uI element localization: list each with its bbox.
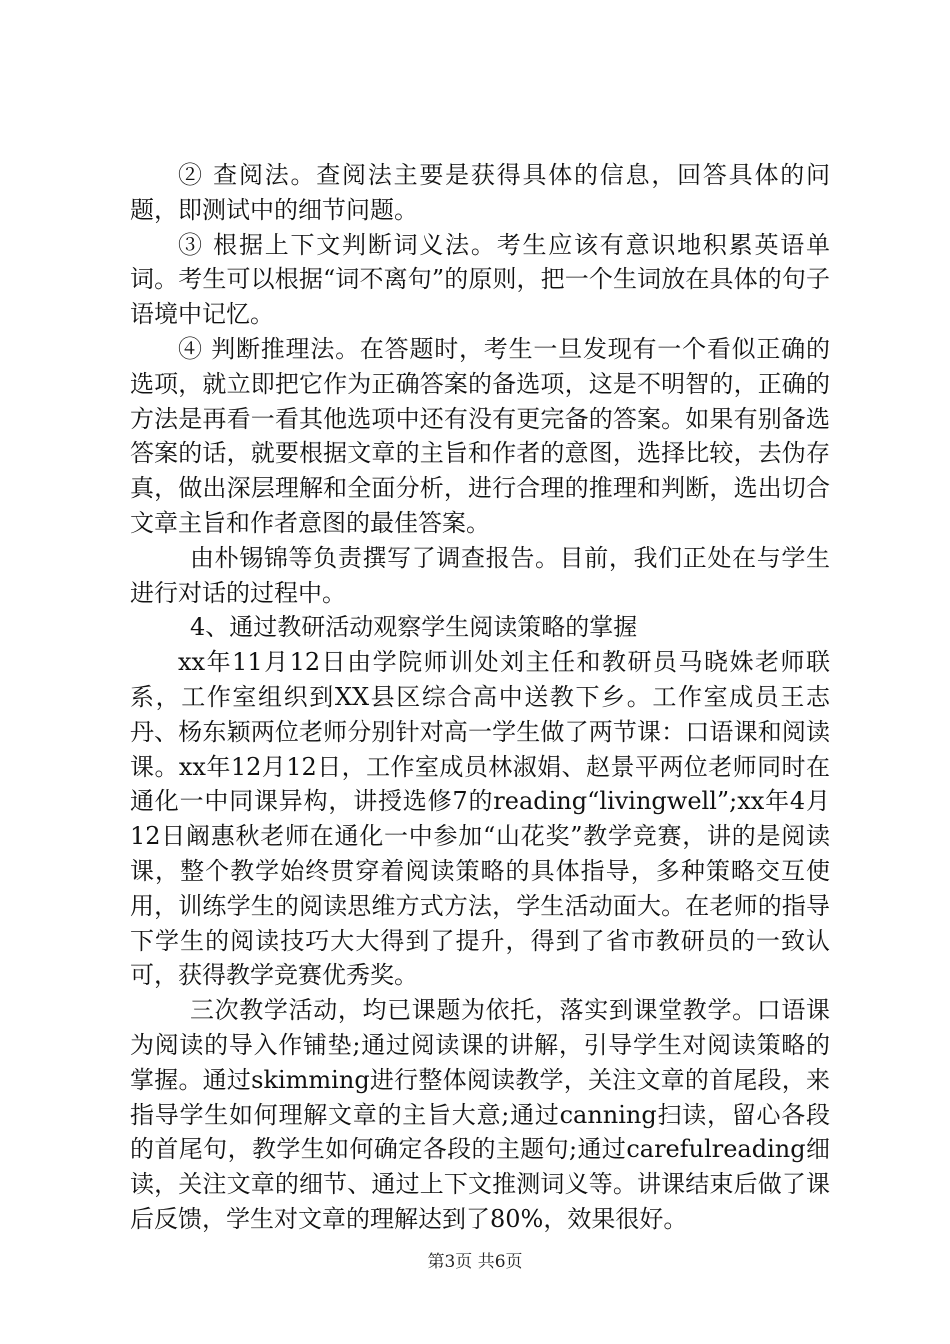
body-text	[130, 158, 830, 1237]
paragraph-activities: xx年11月12日由学院师训处刘主任和教研员马晓姝老师联系，工作室组织到XX县区综合高中送教下乡。工作室成员王志丹、杨东颖两位老师分别针对高一学生做了两节课：口语课和阅读课。xx年12月12日，工作室成员林淑娟、赵景平两位老师同时在通化一中同课异构，讲授选修7的reading“livingwell”;xx年4月12日阚惠秋老师在通化一中参加“山花奖”教学竞赛，讲的是阅读课，整个教学始终贯穿着阅读策略的具体指导，多种策略交互使用，训练学生的阅读思维方式方法，学生活动面大。在老师的指导下学生的阅读技巧大大得到了提升，得到了省市教研员的一致认可，获得教学竞赛优秀奖。	[130, 648, 830, 990]
page-number-footer: 第3页 共6页	[427, 1252, 523, 1272]
paragraph-method-2: ② 查阅法。查阅法主要是获得具体的信息，回答具体的问题，即测试中的细节问题。	[130, 161, 830, 224]
paragraph-three-activities: 三次教学活动，均已课题为依托，落实到课堂教学。口语课为阅读的导入作铺垫;通过阅读课的讲解，引导学生对阅读策略的掌握。通过skimming进行整体阅读教学，关注文章的首尾段，来指导学生如何理解文章的主旨大意;通过canning扫读，留心各段的首尾句，教学生如何确定各段的主题句;通过carefulreading细读，关注文章的细节、通过上下文推测词义等。讲课结束后做了课后反馈，学生对文章的理解达到了80%，效果很好。	[130, 996, 830, 1233]
paragraph-report: 由朴锡锦等负责撰写了调查报告。目前，我们正处在与学生进行对话的过程中。	[130, 543, 830, 607]
paragraph-method-3: ③ 根据上下文判断词义法。考生应该有意识地积累英语单词。考生可以根据“词不离句”的原则，把一个生词放在具体的句子语境中记忆。	[130, 230, 830, 329]
section-heading-4: 4、通过教研活动观察学生阅读策略的掌握	[190, 613, 638, 642]
paragraph-method-4: ④ 判断推理法。在答题时，考生一旦发现有一个看似正确的选项，就立即把它作为正确答案的备选项，这是不明智的，正确的方法是再看一看其他选项中还有没有更完备的答案。如果有别备选答案的话，就要根据文章的主旨和作者的意图，选择比较，去伪存真，做出深层理解和全面分析，进行合理的推理和判断，选出切合文章主旨和作者意图的最佳答案。	[130, 334, 830, 537]
